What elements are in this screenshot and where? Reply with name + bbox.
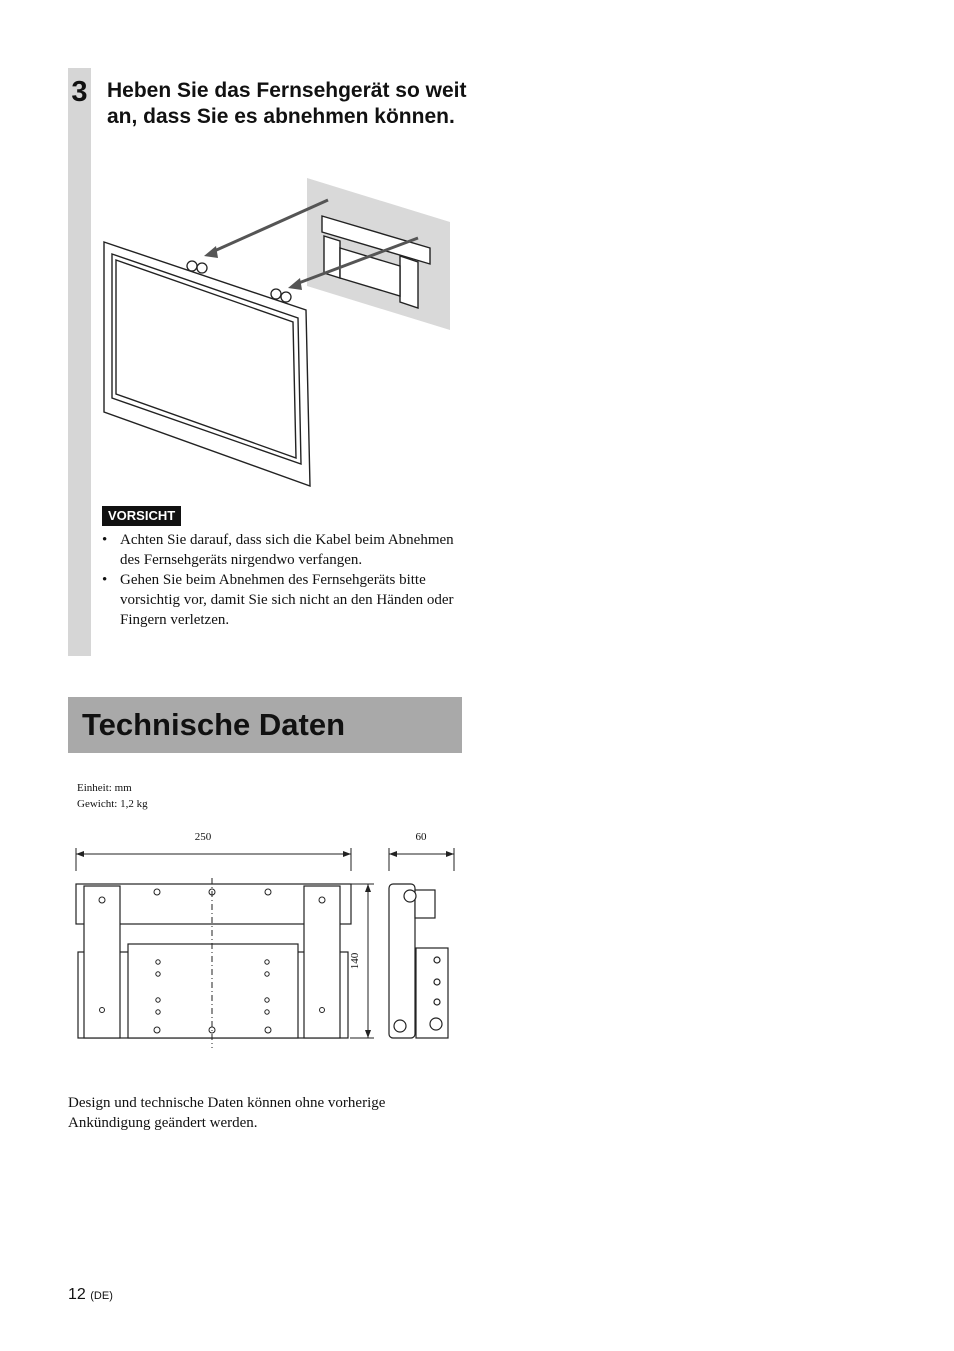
page-number-value: 12	[68, 1286, 86, 1303]
dim-width-label: 250	[194, 831, 212, 843]
page-language: (DE)	[90, 1290, 113, 1302]
bullet-icon: •	[102, 532, 108, 548]
step-title: Heben Sie das Fernsehgerät so weit an, dass Sie es abnehmen können.	[107, 79, 467, 128]
section-title: Technische Daten	[82, 707, 346, 742]
step-sidebar-bar	[68, 68, 91, 656]
spec-unit-info	[77, 780, 148, 812]
dim-height-label: 140	[349, 952, 361, 970]
section-header	[68, 697, 462, 753]
caution-badge: VORSICHT	[102, 506, 181, 526]
dimension-drawing	[70, 826, 462, 1051]
tv-removal-illustration	[100, 178, 460, 493]
step-number: 3	[71, 76, 88, 108]
page-number	[68, 1286, 113, 1304]
caution-item-text: Gehen Sie beim Abnehmen des Fernsehgeräts bitte vorsichtig vor, damit Sie sich nicht an den Händen oder Fingern verletzen.	[120, 572, 454, 628]
weight-label: Gewicht: 1,2 kg	[77, 798, 148, 810]
unit-label: Einheit: mm	[77, 782, 132, 794]
caution-item	[100, 570, 470, 630]
dim-depth-label: 60	[415, 831, 427, 843]
caution-item	[100, 530, 470, 570]
bullet-icon: •	[102, 572, 108, 588]
caution-list	[100, 530, 470, 630]
caution-item-text: Achten Sie darauf, dass sich die Kabel beim Abnehmen des Fernsehgeräts nirgendwo verfangen.	[120, 532, 454, 568]
specs-footnote: Design und technische Daten können ohne vorherige Ankündigung geändert werden.	[68, 1095, 386, 1131]
